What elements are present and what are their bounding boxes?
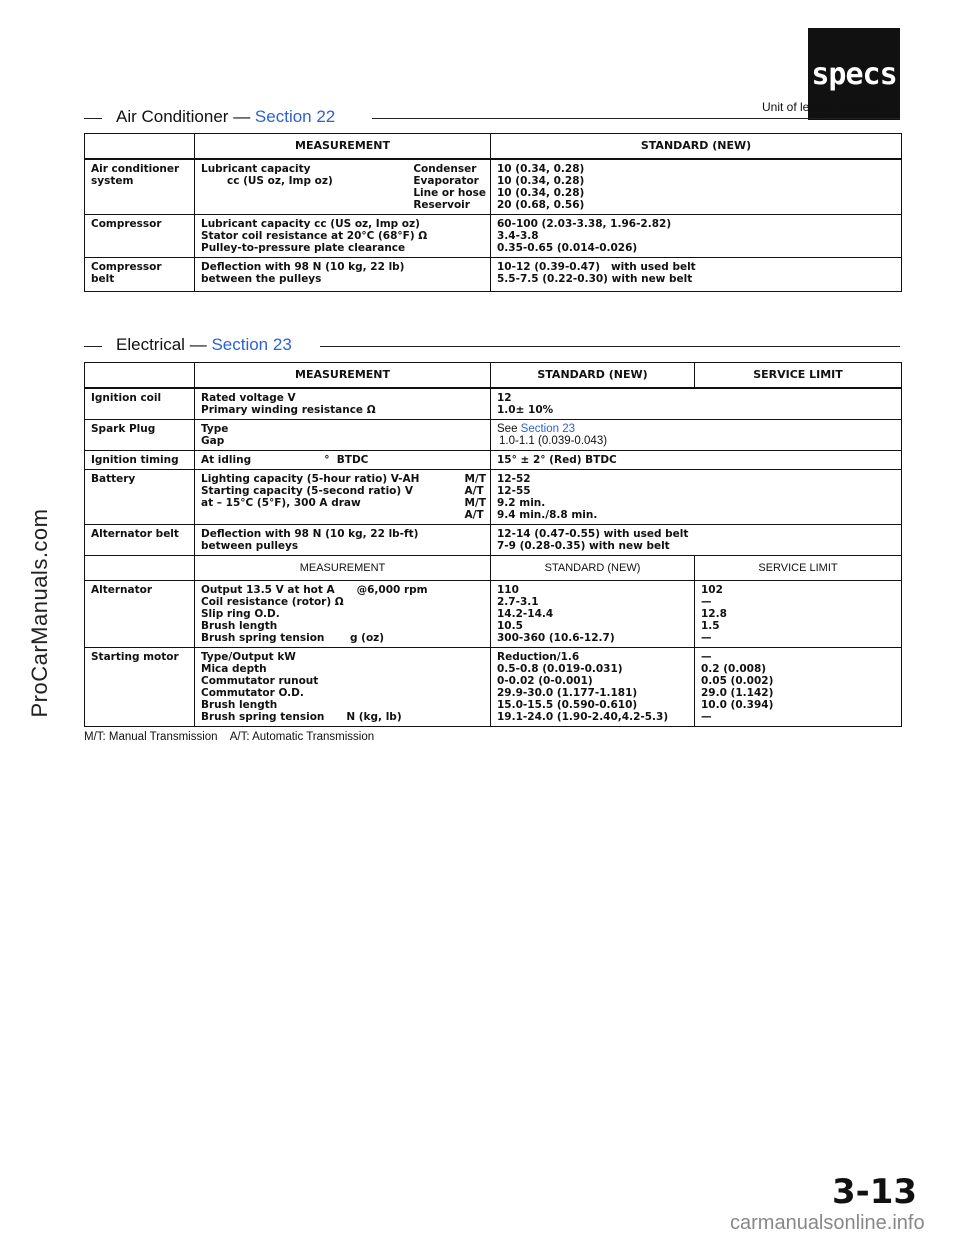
std-line: 15° ± 2° (Red) BTDC [497,454,617,466]
row-item [85,581,195,648]
meas-line: Reservoir [413,199,470,211]
std-line: 3.4-3.8 [497,230,539,242]
std-line: 9.4 min./8.8 min. [497,509,598,521]
el-header-measurement: MEASUREMENT [195,363,491,389]
std-line: 10 (0.34, 0.28) [497,163,585,175]
row-item [85,451,195,470]
table-row [85,525,902,556]
table-row [85,451,902,470]
item-line: Alternator [91,584,153,596]
row-measurement [195,451,491,470]
watermark: ProCarManuals.com [27,508,52,718]
table-row [85,258,902,292]
limit-line: 102 [701,584,723,596]
limit-line: 1.5 [701,620,720,632]
row-standard [491,525,902,556]
meas-line: Pulley-to-pressure plate clearance [201,242,406,254]
meas-line: Rated voltage V [201,392,296,404]
row-measurement [195,470,491,525]
meas-line: M/T [464,497,486,509]
ac-title-text: Air Conditioner [116,107,229,126]
row-item [85,648,195,727]
el-header2-measurement: MEASUREMENT [195,556,491,581]
row-standard [491,159,902,215]
meas-line: cc (US oz, Imp oz) [227,175,333,187]
item-line: Spark Plug [91,423,156,435]
meas-line: A/T [464,509,484,521]
site-footer[interactable]: carmanualsonline.info [730,1212,925,1234]
meas-line: Brush spring tension N (kg, lb) [201,711,402,723]
limit-line: — [701,632,712,644]
el-section-link[interactable]: Section 23 [211,335,292,354]
row-measurement [195,215,491,258]
meas-line: Type/Output kW [201,651,296,663]
ac-section-link[interactable]: Section 22 [254,107,336,126]
section-rule-right [320,346,900,347]
row-measurement [195,388,491,420]
meas-line: between the pulleys [201,273,322,285]
std-line: 29.9-30.0 (1.177-1.181) [497,687,638,699]
item-line: Battery [91,473,136,485]
row-limit [695,581,902,648]
ac-title-dash: — [233,107,251,126]
limit-line: 12.8 [701,608,727,620]
row-measurement [195,159,491,215]
row-item [85,388,195,420]
std-line: 10.5 [497,620,523,632]
meas-line: Evaporator [413,175,479,187]
meas-line: Gap [201,435,225,447]
row-standard [491,420,902,451]
meas-line: Slip ring O.D. [201,608,280,620]
meas-line: Lubricant capacity cc (US oz, Imp oz) [201,218,420,230]
meas-line: Line or hose [413,187,486,199]
ac-spec-table [84,133,902,292]
limit-line: — [701,651,712,663]
std-line: 10 (0.34, 0.28) [497,187,585,199]
row-item [85,420,195,451]
std-line: 5.5-7.5 (0.22-0.30) with new belt [497,273,693,285]
meas-line: Type [201,423,229,435]
ac-header-measurement: MEASUREMENT [195,134,491,160]
limit-line: 0.05 (0.002) [701,675,774,687]
std-line: 300-360 (10.6-12.7) [497,632,615,644]
section-rule-left [84,118,102,119]
table-row [85,388,902,420]
std-line: 110 [497,584,519,596]
meas-line: Starting capacity (5-second ratio) V [201,485,413,497]
page-number: 3-13 [832,1172,918,1212]
item-line: Compressor [91,218,162,230]
ac-section-title [116,107,335,127]
meas-line: at – 15°C (5°F), 300 A draw [201,497,361,509]
row-standard [491,388,902,420]
limit-line: — [701,596,712,608]
std-line: 12-55 [497,485,531,497]
row-measurement [195,258,491,292]
el-section-title [116,335,292,355]
meas-line: Stator coil resistance at 20°C (68°F) Ω [201,230,428,242]
std-line: 60-100 (2.03-3.38, 1.96-2.82) [497,218,672,230]
meas-line: between pulleys [201,540,299,552]
table-row [85,648,902,727]
std-line: 12 [497,392,512,404]
row-measurement [195,648,491,727]
std-line: 14.2-14.4 [497,608,554,620]
std-line: Reduction/1.6 [497,651,580,663]
meas-line: Commutator runout [201,675,319,687]
row-standard [491,648,695,727]
row-measurement [195,525,491,556]
std-line: 10-12 (0.39-0.47) with used belt [497,261,696,273]
item-line: Ignition timing [91,454,179,466]
limit-line: — [701,711,712,723]
row-measurement [195,581,491,648]
el-header2-standard: STANDARD (NEW) [491,556,695,581]
std-line: 15.0-15.5 (0.590-0.610) [497,699,638,711]
item-line: Ignition coil [91,392,162,404]
meas-line: Brush length [201,620,278,632]
el-header2-blank [85,556,195,581]
el-header2-limit: SERVICE LIMIT [695,556,902,581]
std-line: 0.5-0.8 (0.019-0.031) [497,663,623,675]
meas-line: Commutator O.D. [201,687,304,699]
section-rule-left [84,346,102,347]
el-header-standard: STANDARD (NEW) [491,363,695,389]
std-line: 0-0.02 (0-0.001) [497,675,593,687]
el-title-text: Electrical [116,335,185,354]
item-line: Alternator belt [91,528,179,540]
item-line: belt [91,273,115,285]
table-row [85,581,902,648]
meas-line: Coil resistance (rotor) Ω [201,596,344,608]
row-standard [491,581,695,648]
limit-line: 0.2 (0.008) [701,663,767,675]
meas-line: Primary winding resistance Ω [201,404,376,416]
row-item [85,215,195,258]
std-line: 1.0± 10% [497,404,554,416]
table-row [85,215,902,258]
row-item [85,159,195,215]
row-item [85,525,195,556]
meas-line: At idling ° BTDC [201,454,369,466]
row-standard [491,215,902,258]
meas-line: M/T [464,473,486,485]
std-line: 12-52 [497,473,531,485]
item-line: Compressor [91,261,162,273]
limit-line: 10.0 (0.394) [701,699,774,711]
el-spec-table [84,362,902,727]
row-item [85,258,195,292]
item-line: Air conditioner [91,163,180,175]
meas-line: Deflection with 98 N (10 kg, 22 lb-ft) [201,528,419,540]
item-line: system [91,175,134,187]
row-standard [491,258,902,292]
specs-badge: specs [808,28,900,120]
meas-line: Deflection with 98 N (10 kg, 22 lb) [201,261,405,273]
el-header-limit: SERVICE LIMIT [695,363,902,389]
el-title-dash: — [189,335,207,354]
ac-header-standard: STANDARD (NEW) [491,134,902,160]
transmission-footnote: M/T: Manual Transmission A/T: Automatic Transmission [84,731,375,743]
row-standard [491,451,902,470]
spark-plug-section-link[interactable]: Section 23 [520,423,576,435]
meas-line: Output 13.5 V at hot A @6,000 rpm [201,584,428,596]
row-item [85,470,195,525]
meas-line: Brush spring tension g (oz) [201,632,385,644]
std-line: 12-14 (0.47-0.55) with used belt [497,528,689,540]
item-line: Starting motor [91,651,179,663]
meas-line: Brush length [201,699,278,711]
table-row [85,420,902,451]
meas-line: Mica depth [201,663,267,675]
table-row [85,159,902,215]
unit-note: Unit of length: mm (in) [762,100,881,114]
row-standard [491,470,902,525]
std-line: 0.35-0.65 (0.014-0.026) [497,242,638,254]
table-row [85,470,902,525]
std-line: 19.1-24.0 (1.90-2.40,4.2-5.3) [497,711,669,723]
el-header-blank [85,363,195,389]
std-line: 10 (0.34, 0.28) [497,175,585,187]
std-line: 20 (0.68, 0.56) [497,199,585,211]
meas-line: Lighting capacity (5-hour ratio) V-AH [201,473,420,485]
std-line: 2.7-3.1 [497,596,539,608]
std-line: 9.2 min. [497,497,546,509]
ac-header-blank [85,134,195,160]
meas-line: Lubricant capacity [201,163,311,175]
row-limit [695,648,902,727]
section-rule-right [372,118,900,119]
meas-line: Condenser [413,163,477,175]
std-line: 7-9 (0.28-0.35) with new belt [497,540,670,552]
limit-line: 29.0 (1.142) [701,687,774,699]
row-measurement [195,420,491,451]
see-text: See [497,423,521,435]
std-line: 1.0-1.1 (0.039-0.043) [499,435,608,447]
meas-line: A/T [464,485,484,497]
